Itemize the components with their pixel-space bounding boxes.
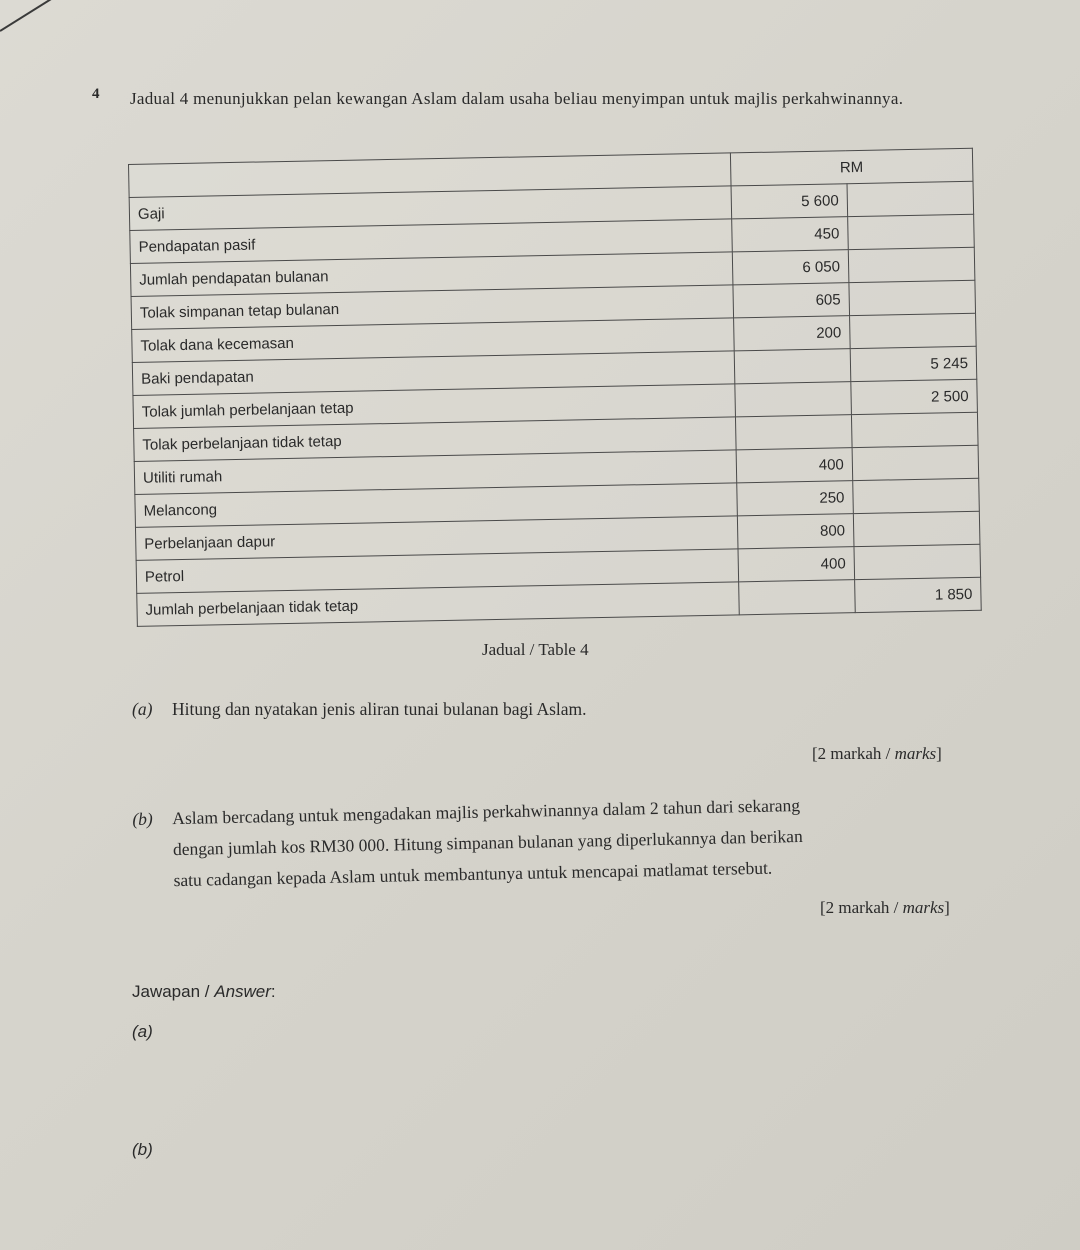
financial-plan-table-wrapper xyxy=(128,148,982,627)
table-caption: Jadual / Table 4 xyxy=(482,640,589,659)
row-value-col1: 200 xyxy=(733,316,850,351)
part-b-line1: Aslam bercadang untuk mengadakan majlis perkahwinannya dalam 2 tahun dari sekarang xyxy=(172,795,801,829)
row-value-col2 xyxy=(853,511,980,546)
row-label: Tolak dana kecemasan xyxy=(132,318,734,363)
row-value-col2 xyxy=(849,280,976,315)
row-value-col1: 250 xyxy=(736,481,853,516)
row-value-col2: 2 500 xyxy=(851,379,978,414)
answer-label xyxy=(132,982,276,1002)
part-a-text: Hitung dan nyatakan jenis aliran tunai bulanan bagi Aslam. xyxy=(172,699,587,719)
part-b-line2: dengan jumlah kos RM30 000. Hitung simpanan bulanan yang diperlukannya dan berikan xyxy=(172,825,803,860)
question-number: 4 xyxy=(92,86,100,102)
row-value-col2 xyxy=(851,412,978,447)
answer-label-end: : xyxy=(270,982,276,1001)
header-currency: RM xyxy=(730,148,973,186)
row-label: Baki pendapatan xyxy=(132,351,734,396)
row-label: Tolak simpanan tetap bulanan xyxy=(131,285,733,330)
row-label: Jumlah pendapatan bulanan xyxy=(130,252,732,297)
row-label: Perbelanjaan dapur xyxy=(135,516,737,561)
part-a-marks-end: ] xyxy=(936,744,942,763)
row-value-col1 xyxy=(735,415,852,450)
part-b xyxy=(132,795,972,897)
part-b-marks-ms: [2 markah / xyxy=(820,898,903,917)
part-a xyxy=(132,694,587,725)
question-intro: Jadual 4 menunjukkan pelan kewangan Aslam dalam usaha beliau menyimpan untuk majlis perkahwinannya. xyxy=(130,89,904,108)
part-a-tag: (a) xyxy=(132,699,153,719)
row-value-col2: 5 245 xyxy=(850,346,977,381)
answer-part-b-tag: (b) xyxy=(132,1140,153,1159)
row-label: Tolak jumlah perbelanjaan tetap xyxy=(133,384,735,429)
row-label: Petrol xyxy=(136,549,738,594)
part-b-marks xyxy=(820,898,950,918)
row-value-col1: 450 xyxy=(731,217,848,252)
row-value-col1 xyxy=(738,580,855,615)
row-label: Utiliti rumah xyxy=(134,450,736,495)
row-value-col2 xyxy=(853,478,980,513)
financial-plan-table xyxy=(128,148,982,627)
row-value-col1: 5 600 xyxy=(731,184,848,219)
answer-part-a-tag: (a) xyxy=(132,1022,153,1041)
part-a-marks-ms: [2 markah / xyxy=(812,744,895,763)
row-value-col1: 605 xyxy=(733,283,850,318)
row-value-col1: 6 050 xyxy=(732,250,849,285)
row-label: Gaji xyxy=(129,186,731,231)
part-b-line3: satu cadangan kepada Aslam untuk membantunya untuk mencapai matlamat tersebut. xyxy=(173,857,773,891)
part-b-tag: (b) xyxy=(132,808,153,829)
row-value-col1 xyxy=(735,382,852,417)
row-value-col1: 400 xyxy=(736,448,853,483)
row-value-col2: 1 850 xyxy=(855,577,982,612)
part-b-marks-end: ] xyxy=(944,898,950,917)
part-a-marks-en: marks xyxy=(894,744,937,763)
answer-label-ms: Jawapan / xyxy=(132,982,215,1001)
row-value-col1: 400 xyxy=(738,547,855,582)
row-label: Tolak perbelanjaan tidak tetap xyxy=(134,417,736,462)
row-value-col2 xyxy=(852,445,979,480)
row-value-col2 xyxy=(848,247,975,282)
row-label: Jumlah perbelanjaan tidak tetap xyxy=(137,582,739,627)
row-value-col2 xyxy=(854,544,981,579)
row-label: Melancong xyxy=(135,483,737,528)
part-a-marks xyxy=(812,744,942,764)
pencil-mark xyxy=(0,0,53,32)
row-value-col2 xyxy=(848,214,975,249)
row-value-col2 xyxy=(849,313,976,348)
row-value-col1 xyxy=(734,349,851,384)
answer-label-en: Answer xyxy=(214,982,271,1001)
row-label: Pendapatan pasif xyxy=(130,219,732,264)
row-value-col1: 800 xyxy=(737,514,854,549)
part-b-marks-en: marks xyxy=(902,898,945,917)
row-value-col2 xyxy=(847,181,974,216)
table-body xyxy=(129,148,982,626)
